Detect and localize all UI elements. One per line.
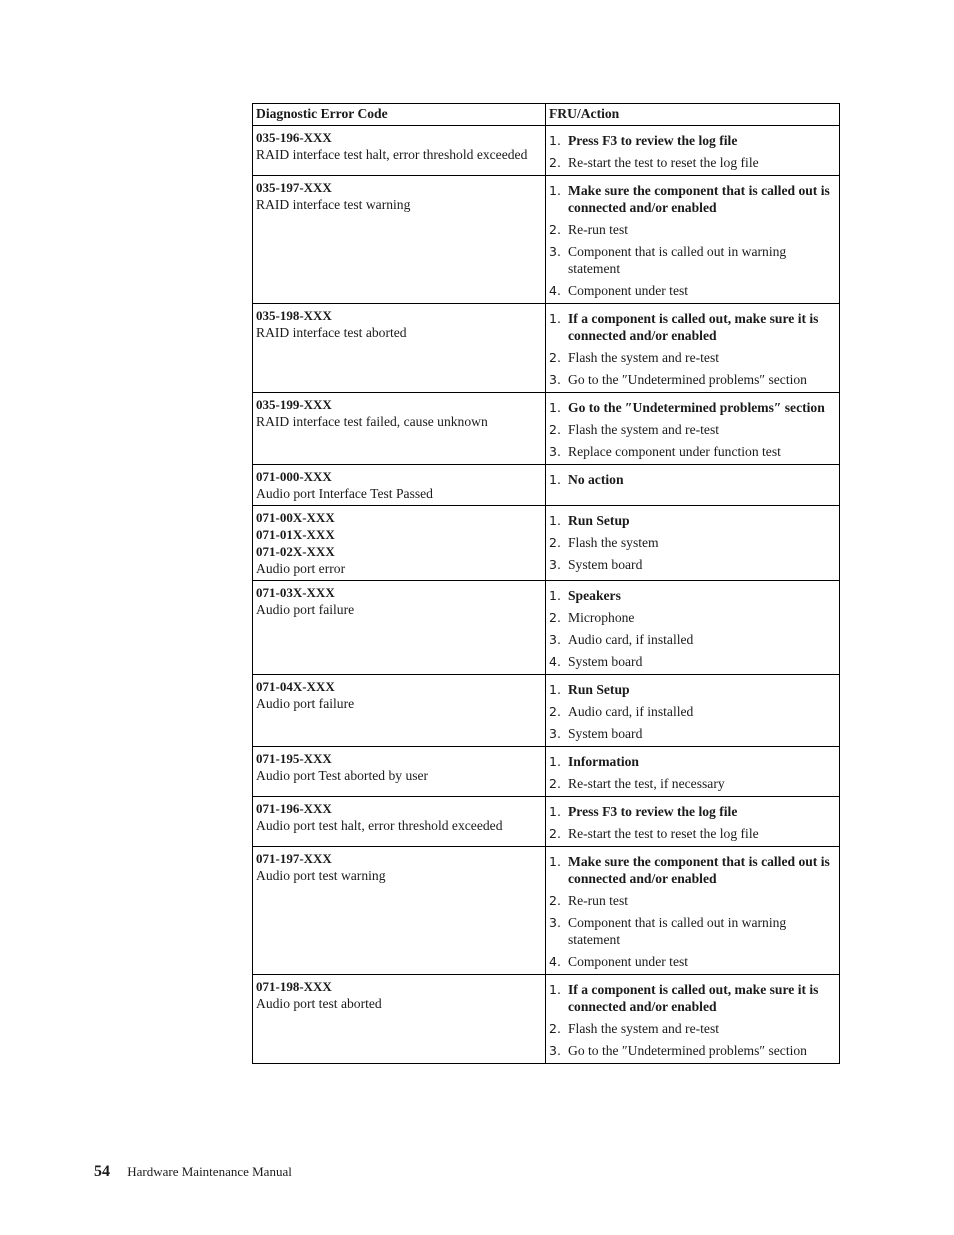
action-item xyxy=(549,243,833,277)
fru-action-cell xyxy=(546,126,840,176)
action-list xyxy=(549,853,833,970)
error-code: 071-197-XXX xyxy=(256,851,332,866)
action-item xyxy=(549,421,833,438)
action-number: 1. xyxy=(549,311,561,326)
fru-action-cell xyxy=(546,506,840,581)
action-number: 1. xyxy=(549,183,561,198)
table-header-row xyxy=(253,104,840,126)
error-code-cell xyxy=(253,581,546,675)
action-list xyxy=(549,399,833,460)
action-text: Re-start the test to reset the log file xyxy=(568,155,759,170)
action-number: 1. xyxy=(549,682,561,697)
table-row xyxy=(253,465,840,506)
table-row xyxy=(253,797,840,847)
action-text: Run Setup xyxy=(568,513,630,528)
action-number: 4. xyxy=(549,954,561,969)
action-list xyxy=(549,981,833,1059)
error-description: Audio port test aborted xyxy=(256,996,382,1011)
action-number: 3. xyxy=(549,915,561,930)
action-item xyxy=(549,349,833,366)
action-list xyxy=(549,803,833,842)
action-number: 1. xyxy=(549,804,561,819)
error-code: 071-195-XXX xyxy=(256,751,332,766)
error-description: Audio port failure xyxy=(256,602,355,617)
action-number: 4. xyxy=(549,283,561,298)
action-number: 2. xyxy=(549,535,561,550)
fru-action-cell xyxy=(546,581,840,675)
action-number: 2. xyxy=(549,704,561,719)
error-code-cell xyxy=(253,393,546,465)
action-number: 1. xyxy=(549,133,561,148)
action-number: 1. xyxy=(549,588,561,603)
action-item xyxy=(549,443,833,460)
action-list xyxy=(549,587,833,670)
error-code: 071-000-XXX xyxy=(256,469,332,484)
error-description: Audio port test warning xyxy=(256,868,386,883)
action-item xyxy=(549,609,833,626)
action-text: Replace component under function test xyxy=(568,444,781,459)
action-item xyxy=(549,132,833,149)
action-number: 1. xyxy=(549,513,561,528)
diagnostic-error-table xyxy=(252,103,840,1064)
action-item xyxy=(549,953,833,970)
error-code-cell xyxy=(253,975,546,1064)
action-text: Component that is called out in warning statement xyxy=(568,244,787,276)
action-list xyxy=(549,132,833,171)
action-list xyxy=(549,512,833,573)
action-text: Make sure the component that is called out is connected and/or enabled xyxy=(568,854,830,886)
error-description: RAID interface test aborted xyxy=(256,325,407,340)
action-text: Re-start the test to reset the log file xyxy=(568,826,759,841)
page-footer xyxy=(94,1163,292,1181)
fru-action-cell xyxy=(546,465,840,506)
error-code: 035-198-XXX xyxy=(256,308,332,323)
action-text: Make sure the component that is called out is connected and/or enabled xyxy=(568,183,830,215)
table-row xyxy=(253,506,840,581)
action-item xyxy=(549,221,833,238)
error-code: 035-196-XXX xyxy=(256,130,332,145)
action-number: 3. xyxy=(549,632,561,647)
error-code: 071-02X-XXX xyxy=(256,544,335,559)
action-item xyxy=(549,892,833,909)
error-code-cell xyxy=(253,675,546,747)
error-code-cell xyxy=(253,176,546,304)
action-item xyxy=(549,587,833,604)
error-description: Audio port Interface Test Passed xyxy=(256,486,433,501)
action-item xyxy=(549,853,833,887)
action-number: 2. xyxy=(549,826,561,841)
action-item xyxy=(549,471,833,488)
action-number: 3. xyxy=(549,557,561,572)
action-number: 3. xyxy=(549,726,561,741)
table-row xyxy=(253,581,840,675)
action-number: 1. xyxy=(549,754,561,769)
header-fru-action: FRU/Action xyxy=(546,104,840,126)
action-text: If a component is called out, make sure it is connected and/or enabled xyxy=(568,311,819,343)
header-diagnostic-error-code: Diagnostic Error Code xyxy=(253,104,546,126)
table-row xyxy=(253,126,840,176)
error-code-cell xyxy=(253,304,546,393)
action-list xyxy=(549,681,833,742)
error-code-cell xyxy=(253,847,546,975)
action-item xyxy=(549,631,833,648)
action-list xyxy=(549,182,833,299)
action-number: 2. xyxy=(549,155,561,170)
action-text: Component that is called out in warning statement xyxy=(568,915,787,947)
fru-action-cell xyxy=(546,797,840,847)
action-text: Information xyxy=(568,754,639,769)
action-text: Flash the system and re-test xyxy=(568,1021,720,1036)
fru-action-cell xyxy=(546,847,840,975)
error-description: Audio port Test aborted by user xyxy=(256,768,429,783)
action-list xyxy=(549,471,833,488)
action-item xyxy=(549,282,833,299)
action-text: System board xyxy=(568,654,643,669)
action-item xyxy=(549,512,833,529)
table-row xyxy=(253,393,840,465)
action-number: 3. xyxy=(549,1043,561,1058)
error-code: 071-196-XXX xyxy=(256,801,332,816)
error-description: Audio port failure xyxy=(256,696,355,711)
action-item xyxy=(549,981,833,1015)
action-text: Go to the ″Undetermined problems″ section xyxy=(568,1043,807,1058)
action-text: System board xyxy=(568,726,643,741)
action-item xyxy=(549,1020,833,1037)
action-item xyxy=(549,681,833,698)
error-code: 071-198-XXX xyxy=(256,979,332,994)
action-item xyxy=(549,556,833,573)
error-description: RAID interface test warning xyxy=(256,197,411,212)
action-item xyxy=(549,154,833,171)
table-row xyxy=(253,675,840,747)
action-item xyxy=(549,310,833,344)
error-code: 035-197-XXX xyxy=(256,180,332,195)
action-number: 2. xyxy=(549,422,561,437)
action-number: 2. xyxy=(549,610,561,625)
action-number: 2. xyxy=(549,893,561,908)
action-list xyxy=(549,753,833,792)
action-text: Speakers xyxy=(568,588,621,603)
action-text: System board xyxy=(568,557,643,572)
fru-action-cell xyxy=(546,176,840,304)
action-number: 2. xyxy=(549,776,561,791)
error-description: RAID interface test halt, error threshold exceeded xyxy=(256,147,528,162)
error-code-cell xyxy=(253,126,546,176)
error-description: Audio port error xyxy=(256,561,346,576)
table-row xyxy=(253,975,840,1064)
action-item xyxy=(549,725,833,742)
action-list xyxy=(549,310,833,388)
action-text: Press F3 to review the log file xyxy=(568,804,738,819)
table-body xyxy=(253,126,840,1064)
action-text: Press F3 to review the log file xyxy=(568,133,738,148)
action-text: Flash the system and re-test xyxy=(568,350,720,365)
error-code-cell xyxy=(253,506,546,581)
fru-action-cell xyxy=(546,747,840,797)
action-number: 3. xyxy=(549,244,561,259)
table-row xyxy=(253,304,840,393)
table-row xyxy=(253,176,840,304)
action-number: 4. xyxy=(549,654,561,669)
action-text: Go to the ″Undetermined problems″ section xyxy=(568,372,807,387)
error-code-cell xyxy=(253,465,546,506)
action-item xyxy=(549,914,833,948)
action-number: 3. xyxy=(549,444,561,459)
action-text: Run Setup xyxy=(568,682,630,697)
action-number: 2. xyxy=(549,350,561,365)
action-item xyxy=(549,182,833,216)
table-row xyxy=(253,747,840,797)
action-item xyxy=(549,703,833,720)
error-code: 071-01X-XXX xyxy=(256,527,335,542)
action-text: Microphone xyxy=(568,610,635,625)
action-number: 1. xyxy=(549,854,561,869)
action-item xyxy=(549,1042,833,1059)
action-number: 1. xyxy=(549,982,561,997)
error-code-cell xyxy=(253,747,546,797)
action-text: Audio card, if installed xyxy=(568,704,694,719)
action-text: If a component is called out, make sure it is connected and/or enabled xyxy=(568,982,819,1014)
error-description: Audio port test halt, error threshold exceeded xyxy=(256,818,503,833)
action-text: Component under test xyxy=(568,954,689,969)
table-row xyxy=(253,847,840,975)
action-item xyxy=(549,803,833,820)
action-item xyxy=(549,399,833,416)
action-text: Re-start the test, if necessary xyxy=(568,776,725,791)
error-code: 071-03X-XXX xyxy=(256,585,335,600)
action-number: 2. xyxy=(549,1021,561,1036)
footer-title: Hardware Maintenance Manual xyxy=(127,1164,292,1179)
action-item xyxy=(549,653,833,670)
action-text: No action xyxy=(568,472,624,487)
action-number: 1. xyxy=(549,400,561,415)
action-text: Go to the ″Undetermined problems″ section xyxy=(568,400,825,415)
action-text: Re-run test xyxy=(568,893,629,908)
action-number: 1. xyxy=(549,472,561,487)
action-item xyxy=(549,371,833,388)
fru-action-cell xyxy=(546,675,840,747)
action-text: Flash the system xyxy=(568,535,659,550)
fru-action-cell xyxy=(546,304,840,393)
error-description: RAID interface test failed, cause unknown xyxy=(256,414,488,429)
action-item xyxy=(549,534,833,551)
action-item xyxy=(549,753,833,770)
error-code: 035-199-XXX xyxy=(256,397,332,412)
error-code: 071-00X-XXX xyxy=(256,510,335,525)
action-item xyxy=(549,775,833,792)
action-number: 2. xyxy=(549,222,561,237)
action-item xyxy=(549,825,833,842)
action-text: Flash the system and re-test xyxy=(568,422,720,437)
error-code: 071-04X-XXX xyxy=(256,679,335,694)
action-text: Re-run test xyxy=(568,222,629,237)
action-text: Component under test xyxy=(568,283,689,298)
error-code-cell xyxy=(253,797,546,847)
action-number: 3. xyxy=(549,372,561,387)
fru-action-cell xyxy=(546,975,840,1064)
action-text: Audio card, if installed xyxy=(568,632,694,647)
fru-action-cell xyxy=(546,393,840,465)
page-number: 54 xyxy=(94,1163,110,1180)
